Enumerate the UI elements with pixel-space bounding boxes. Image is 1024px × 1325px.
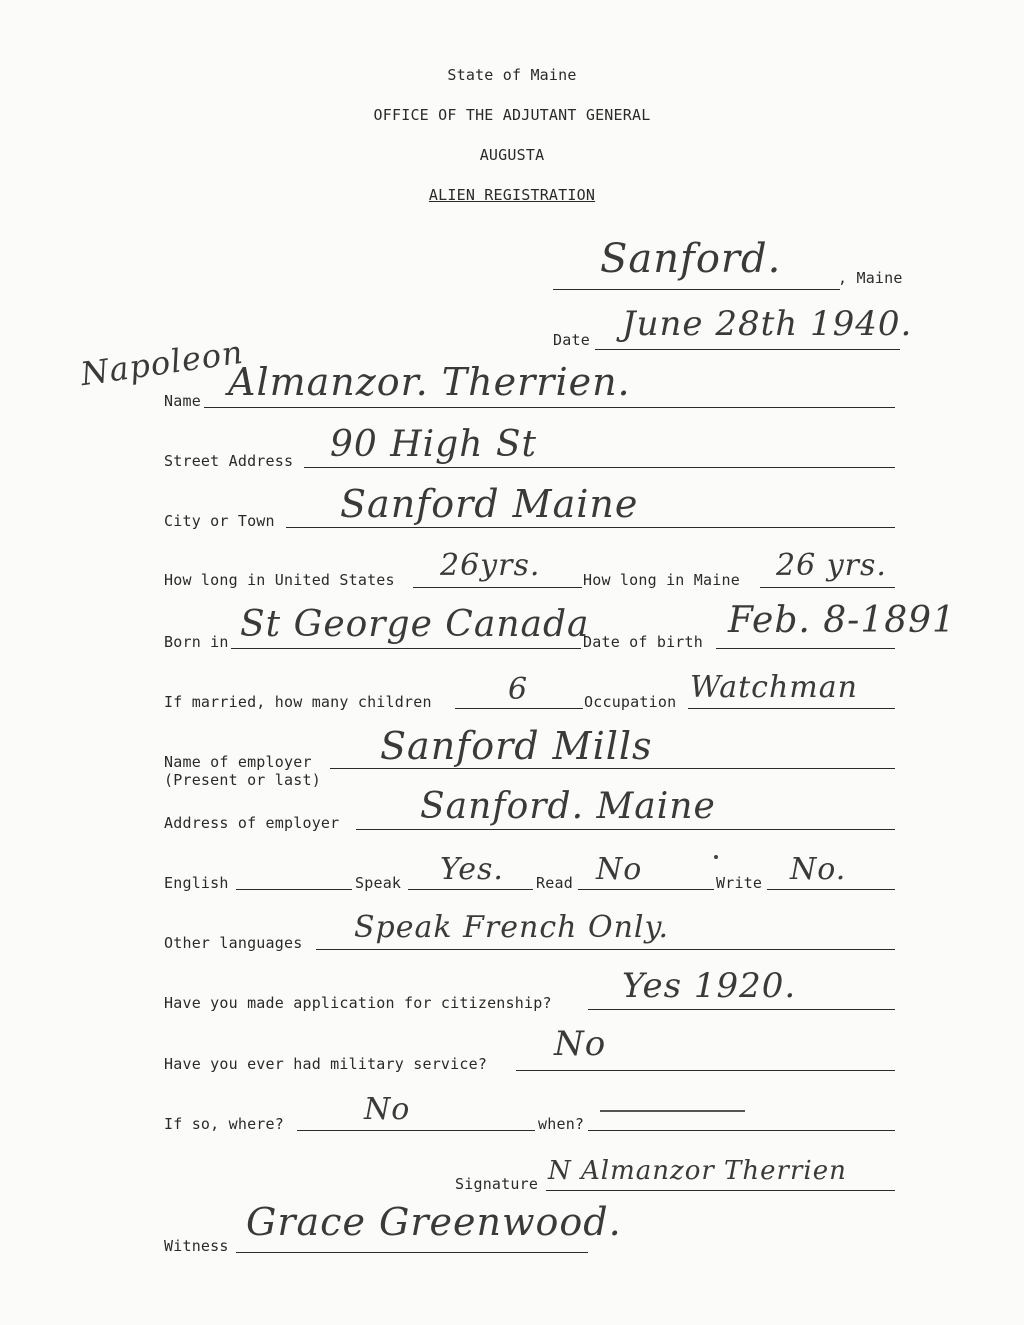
how-long-us-line bbox=[413, 587, 582, 588]
city-label: City or Town bbox=[164, 512, 275, 530]
when-dash-mark bbox=[600, 1110, 745, 1112]
name-margin-entry: Napoleon bbox=[78, 332, 246, 394]
other-languages-label: Other languages bbox=[164, 934, 303, 952]
employer-name-label: Name of employer bbox=[164, 753, 312, 771]
occupation-entry: Watchman bbox=[690, 670, 858, 705]
city-entry: Sanford Maine bbox=[340, 482, 639, 526]
write-line bbox=[767, 889, 895, 890]
name-entry: Almanzor. Therrien. bbox=[228, 360, 631, 404]
employer-address-entry: Sanford. Maine bbox=[420, 786, 716, 827]
signature-entry: N Almanzor Therrien bbox=[548, 1156, 847, 1186]
street-address-line bbox=[304, 467, 895, 468]
witness-line bbox=[236, 1252, 588, 1253]
date-entry: June 28th 1940. bbox=[622, 304, 913, 344]
speak-line bbox=[408, 889, 533, 890]
read-entry: No bbox=[596, 852, 643, 887]
date-of-birth-label: Date of birth bbox=[583, 633, 703, 651]
occupation-line bbox=[688, 708, 895, 709]
write-entry: No. bbox=[790, 852, 847, 887]
signature-line bbox=[546, 1190, 895, 1191]
date-of-birth-entry: Feb. 8-1891 bbox=[728, 600, 956, 641]
header-city: AUGUSTA bbox=[479, 146, 545, 164]
speak-label: Speak bbox=[355, 874, 402, 892]
speak-entry: Yes. bbox=[440, 852, 504, 887]
header-state: State of Maine bbox=[447, 66, 577, 84]
street-address-label: Street Address bbox=[164, 452, 294, 470]
employer-address-line bbox=[356, 829, 895, 830]
witness-label: Witness bbox=[164, 1237, 229, 1255]
when-label: when? bbox=[538, 1115, 585, 1133]
military-line bbox=[516, 1070, 895, 1071]
name-label: Name bbox=[164, 392, 201, 410]
where-line bbox=[297, 1130, 535, 1131]
how-long-maine-label: How long in Maine bbox=[583, 571, 740, 589]
military-label: Have you ever had military service? bbox=[164, 1055, 488, 1073]
how-long-us-label: How long in United States bbox=[164, 571, 395, 589]
married-children-label: If married, how many children bbox=[164, 693, 432, 711]
form-title: ALIEN REGISTRATION bbox=[428, 186, 596, 204]
date-of-birth-line bbox=[716, 648, 895, 649]
citizenship-entry: Yes 1920. bbox=[622, 966, 797, 1006]
how-long-maine-entry: 26 yrs. bbox=[776, 548, 887, 583]
english-label: English bbox=[164, 874, 229, 892]
military-entry: No bbox=[554, 1024, 607, 1064]
header-office: OFFICE OF THE ADJUTANT GENERAL bbox=[373, 106, 651, 124]
read-label: Read bbox=[536, 874, 573, 892]
how-long-us-entry: 26yrs. bbox=[440, 548, 541, 583]
when-line bbox=[588, 1130, 895, 1131]
born-in-label: Born in bbox=[164, 633, 229, 651]
name-line bbox=[204, 407, 895, 408]
witness-entry: Grace Greenwood. bbox=[246, 1200, 622, 1244]
born-in-line bbox=[231, 648, 581, 649]
date-line bbox=[595, 349, 900, 350]
children-entry: 6 bbox=[508, 672, 529, 707]
other-languages-entry: Speak French Only. bbox=[354, 910, 670, 945]
maine-suffix-label: , Maine bbox=[838, 269, 903, 287]
citizenship-line bbox=[588, 1009, 895, 1010]
ink-dot bbox=[714, 855, 718, 859]
how-long-maine-line bbox=[760, 587, 895, 588]
if-so-where-label: If so, where? bbox=[164, 1115, 284, 1133]
town-line bbox=[553, 289, 840, 290]
write-label: Write bbox=[716, 874, 763, 892]
english-line bbox=[236, 889, 352, 890]
children-line bbox=[455, 708, 583, 709]
occupation-label: Occupation bbox=[584, 693, 677, 711]
signature-label: Signature bbox=[455, 1175, 539, 1193]
citizenship-label: Have you made application for citizenship? bbox=[164, 994, 552, 1012]
where-entry: No bbox=[364, 1092, 411, 1127]
employer-address-label: Address of employer bbox=[164, 814, 340, 832]
street-address-entry: 90 High St bbox=[330, 424, 537, 465]
born-in-entry: St George Canada bbox=[240, 604, 590, 645]
other-languages-line bbox=[316, 949, 895, 950]
employer-name-entry: Sanford Mills bbox=[380, 724, 653, 768]
date-label: Date bbox=[553, 331, 590, 349]
city-line bbox=[286, 527, 895, 528]
employer-note-label: (Present or last) bbox=[164, 771, 321, 789]
employer-name-line bbox=[330, 768, 895, 769]
read-line bbox=[578, 889, 714, 890]
town-entry: Sanford. bbox=[600, 236, 782, 282]
